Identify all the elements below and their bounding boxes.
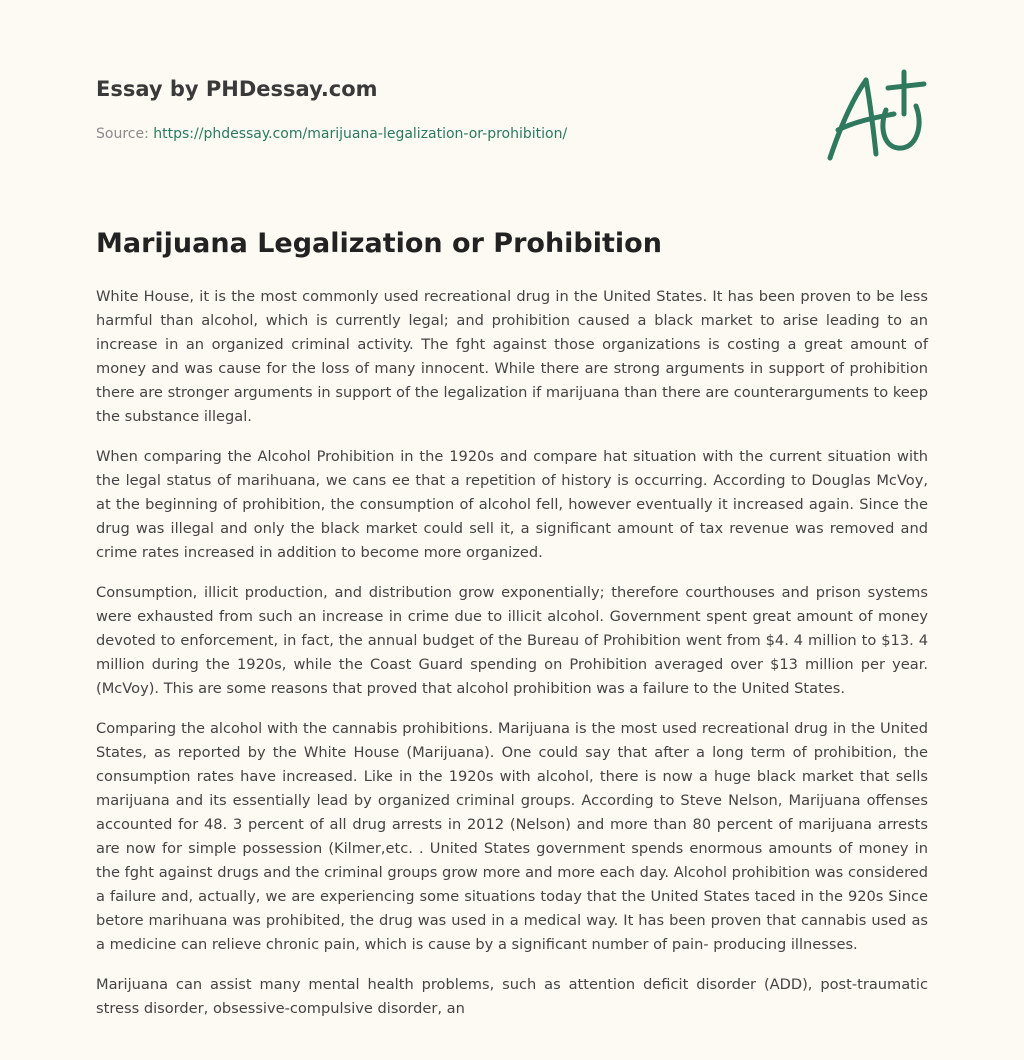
essay-paragraph: Marijuana can assist many mental health problems, such as attention deficit disorder (ADD), post-traumatic stress disorder, obsessive-compulsive disorder, an	[96, 976, 928, 1017]
essay-title: Marijuana Legalization or Prohibition	[96, 228, 662, 259]
site-title: Essay by PHDessay.com	[96, 77, 378, 101]
essay-paragraph: White House, it is the most commonly used recreational drug in the United States. It has been proven to be less harmful than alcohol, which is currently legal; and prohibition caused a black market to arise leading to an increase in an organized criminal activity. The fght against those organizations is costing a great amount of money and was cause for the loss of many innocent. While there are strong arguments in support of prohibition there are stronger arguments in support of the legalization if marijuana than there are counterarguments to keep the substance illegal.	[96, 288, 928, 425]
essay-paragraph: Comparing the alcohol with the cannabis prohibitions. Marijuana is the most used recreational drug in the United States, as reported by the White House (Marijuana). One could say that after a long term of prohibition, the consumption rates have increased. Like in the 1920s with alcohol, there is now a huge black market that sells marijuana and its essentially lead by organized criminal groups. According to Steve Nelson, Marijuana offenses accounted for 48. 3 percent of all drug arrests in 2012 (Nelson) and more than 80 percent of marijuana arrests are now for simple possession (Kilmer,etc. . United States government spends enormous amounts of money in the fght against drugs and the criminal groups grow more and more each day. Alcohol prohibition was considered a failure and, actually, we are experiencing some situations today that the United States taced in the 920s Since betore marihuana was prohibited, the drug was used in a medical way. It has been proven that cannabis used as a medicine can relieve chronic pain, which is cause by a significant number of pain- producing illnesses.	[96, 720, 928, 953]
page-header	[96, 74, 796, 144]
essay-paragraph: When comparing the Alcohol Prohibition in the 1920s and compare hat situation with the current situation with the legal status of marihuana, we cans ee that a repetition of history is occurring. According to Douglas McVoy, at the beginning of prohibition, the consumption of alcohol fell, however eventually it increased again. Since the drug was illegal and only the black market could sell it, a significant amount of tax revenue was removed and crime rates increased in addition to become more organized.	[96, 448, 928, 561]
source-line	[96, 124, 796, 144]
source-link[interactable]: https://phdessay.com/marijuana-legalization-or-prohibition/	[153, 126, 568, 142]
source-label: Source:	[96, 126, 149, 142]
essay-paragraph: Consumption, illicit production, and distribution grow exponentially; therefore courthouses and prison systems were exhausted from such an increase in crime due to illicit alcohol. Government spent great amount of money devoted to enforcement, in fact, the annual budget of the Bureau of Prohibition went from $4. 4 million to $13. 4 million during the 1920s, while the Coast Guard spending on Prohibition averaged over $13 million per year. (McVoy). This are some reasons that proved that alcohol prohibition was a failure to the United States.	[96, 584, 928, 697]
essay-body	[96, 285, 928, 1037]
a-plus-grade-icon	[820, 66, 930, 166]
